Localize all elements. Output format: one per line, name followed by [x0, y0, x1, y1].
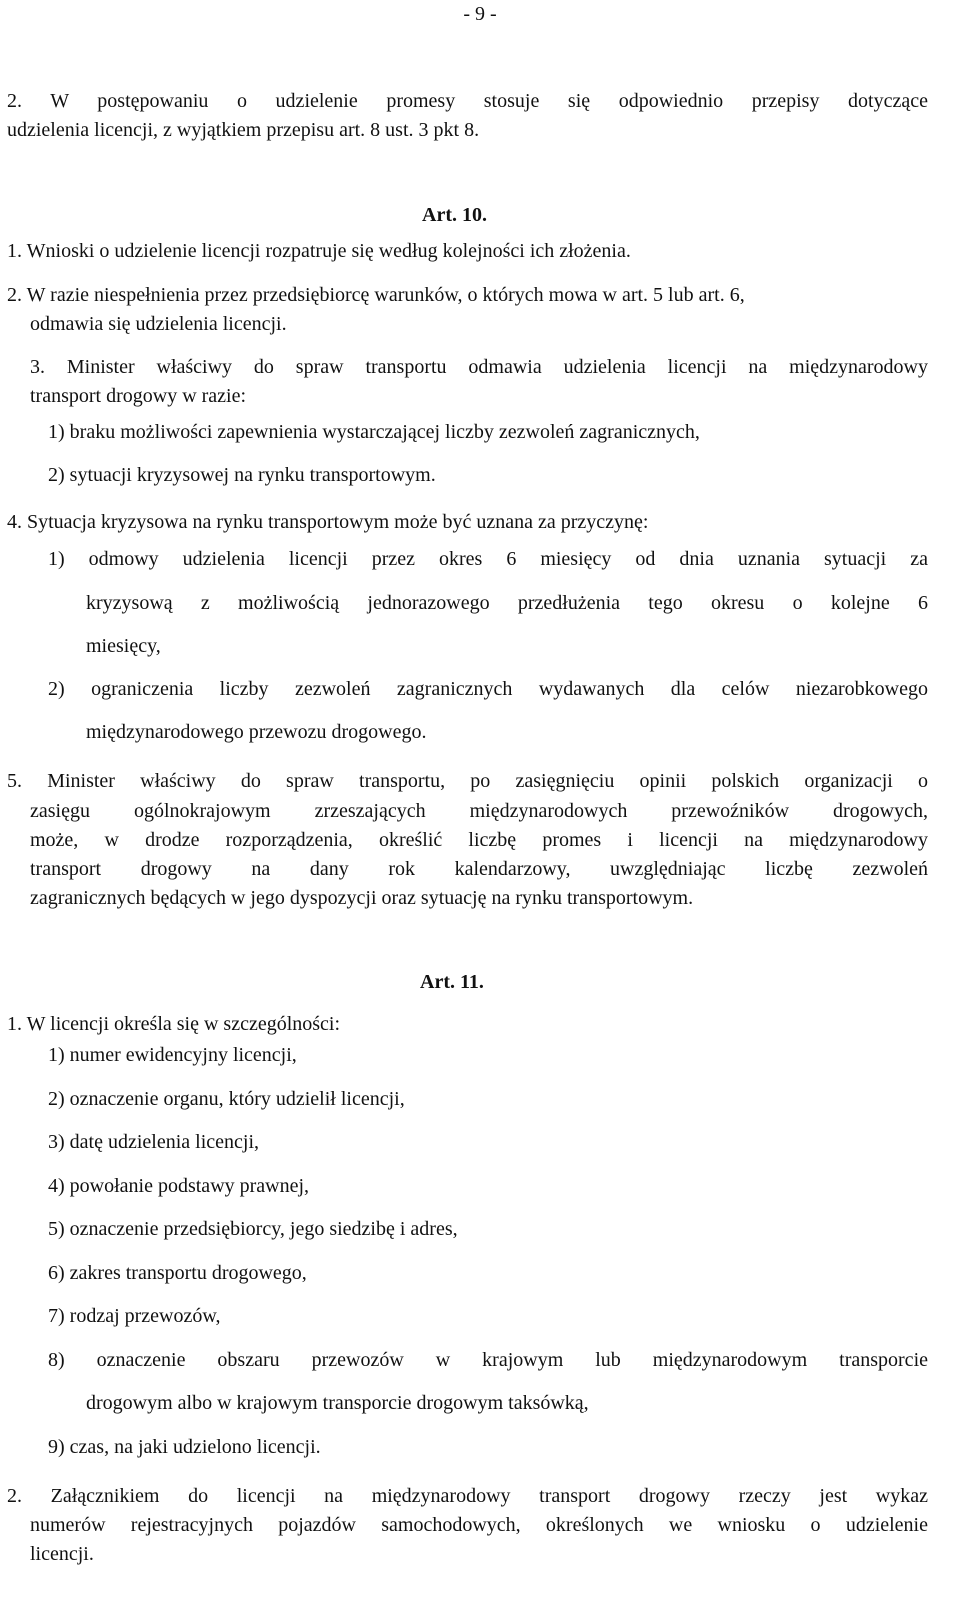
- paragraph-line: 5. Minister właściwy do spraw transportu, po zasięgnięciu opinii polskich organizacji o: [7, 770, 928, 792]
- paragraph-line: transport drogowy na dany rok kalendarzowy, uwzględniając liczbę zezwoleń: [30, 858, 928, 880]
- paragraph-line: 4. Sytuacja kryzysowa na rynku transportowym może być uznana za przyczynę:: [7, 511, 649, 533]
- article-heading: Art. 10.: [422, 204, 487, 226]
- paragraph-line: licencji.: [30, 1543, 94, 1565]
- list-item: 5) oznaczenie przedsiębiorcy, jego siedzibę i adres,: [48, 1218, 458, 1240]
- paragraph-line: zagranicznych będących w jego dyspozycji oraz sytuację na rynku transportowym.: [30, 887, 694, 909]
- list-item-continuation: miesięcy,: [86, 635, 161, 657]
- list-item-continuation: międzynarodowego przewozu drogowego.: [86, 721, 427, 743]
- paragraph-line: 2. Załącznikiem do licencji na międzynarodowy transport drogowy rzeczy jest wykaz: [7, 1485, 928, 1507]
- list-item: 1) odmowy udzielenia licencji przez okres 6 miesięcy od dnia uznania sytuacji za: [48, 548, 928, 570]
- list-item-continuation: drogowym albo w krajowym transporcie drogowym taksówką,: [86, 1392, 589, 1414]
- list-item: 1) numer ewidencyjny licencji,: [48, 1044, 297, 1066]
- list-item: 2) oznaczenie organu, który udzielił licencji,: [48, 1088, 405, 1110]
- list-item: 3) datę udzielenia licencji,: [48, 1131, 260, 1153]
- paragraph-line: odmawia się udzielenia licencji.: [30, 313, 287, 335]
- list-item: 2) sytuacji kryzysowej na rynku transportowym.: [48, 464, 436, 486]
- paragraph-line: transport drogowy w razie:: [30, 385, 247, 407]
- paragraph-line: 2. W postępowaniu o udzielenie promesy stosuje się odpowiednio przepisy dotyczące: [7, 90, 928, 112]
- paragraph-line: 1. W licencji określa się w szczególności:: [7, 1013, 341, 1035]
- list-item: 8) oznaczenie obszaru przewozów w krajowym lub międzynarodowym transporcie: [48, 1349, 928, 1371]
- paragraph-line: może, w drodze rozporządzenia, określić liczbę promes i licencji na międzynarodowy: [30, 829, 928, 851]
- paragraph-line: numerów rejestracyjnych pojazdów samochodowych, określonych we wniosku o udzielenie: [30, 1514, 928, 1536]
- article-heading: Art. 11.: [420, 971, 484, 993]
- list-item: 1) braku możliwości zapewnienia wystarczającej liczby zezwoleń zagranicznych,: [48, 421, 700, 443]
- list-item: 9) czas, na jaki udzielono licencji.: [48, 1436, 321, 1458]
- list-item-continuation: kryzysową z możliwością jednorazowego przedłużenia tego okresu o kolejne 6: [86, 592, 928, 614]
- paragraph-line: udzielenia licencji, z wyjątkiem przepisu art. 8 ust. 3 pkt 8.: [7, 119, 480, 141]
- list-item: 7) rodzaj przewozów,: [48, 1305, 221, 1327]
- paragraph-line: 2. W razie niespełnienia przez przedsiębiorcę warunków, o których mowa w art. 5 lub art. 6,: [7, 284, 745, 306]
- paragraph-line: 3. Minister właściwy do spraw transportu odmawia udzielenia licencji na międzynarodowy: [30, 356, 928, 378]
- list-item: 2) ograniczenia liczby zezwoleń zagranicznych wydawanych dla celów niezarobkowego: [48, 678, 928, 700]
- list-item: 4) powołanie podstawy prawnej,: [48, 1175, 310, 1197]
- page-number: - 9 -: [463, 3, 497, 25]
- paragraph-line: 1. Wnioski o udzielenie licencji rozpatruje się według kolejności ich złożenia.: [7, 240, 631, 262]
- paragraph-line: zasięgu ogólnokrajowym zrzeszających międzynarodowych przewoźników drogowych,: [30, 800, 928, 822]
- list-item: 6) zakres transportu drogowego,: [48, 1262, 307, 1284]
